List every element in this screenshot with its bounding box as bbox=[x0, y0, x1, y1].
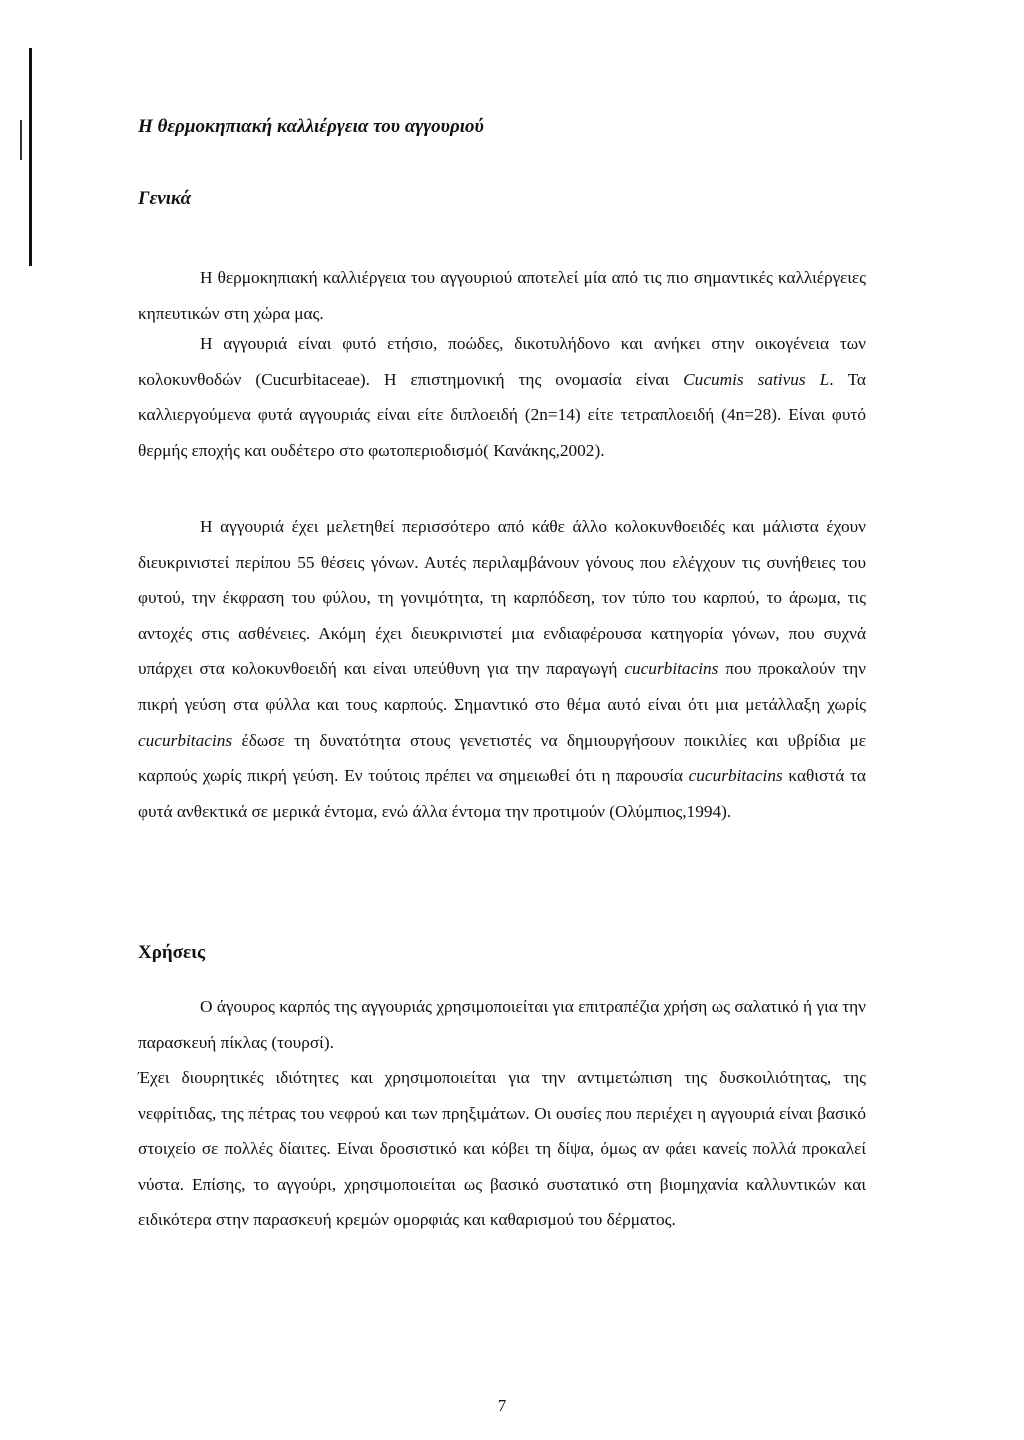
term-cucurbitacins: cucurbitacins bbox=[138, 730, 233, 750]
term-cucurbitacins: cucurbitacins bbox=[688, 766, 783, 786]
paragraph-uses-2: Έχει διουρητικές ιδιότητες και χρησιμοποιείται για την αντιμετώπιση της δυσκοιλιότητας, της νεφρίτιδας, της πέτρας του νεφρού και των πρηξιμάτων. Οι ουσίες που περιέχει η αγγουριά είναι βασικό στοιχείο σε πολλές δίαιτες. Είναι δροσιστικό και κόβει τη δίψα, όμως αν φάει κανείς πολλά προκαλεί νύστα. Επίσης, το αγγούρι, χρησιμοποιείται ως βασικό συστατικό στη βιομηχανία καλλυντικών και ειδικότερα στην παρασκευή κρεμών ομορφιάς και καθαρισμού του δέρματος. bbox=[138, 1068, 866, 1230]
paragraph-general-1: Η θερμοκηπιακή καλλιέργεια του αγγουριού αποτελεί μία από τις πιο σημαντικές καλλιέργειες κηπευτικών στη χώρα μας. bbox=[138, 268, 866, 323]
section-heading-uses: Χρήσεις bbox=[138, 942, 206, 963]
document-title: Η θερμοκηπιακή καλλιέργεια του αγγουριού bbox=[138, 116, 484, 137]
paragraph-general-2: Η αγγουριά είναι φυτό ετήσιο, ποώδες, δικοτυλήδονο και ανήκει στην οικογένεια των κολοκυνθοδών (Cucurbitaceae). Η επιστημονική της ονομασία είναι Cucumis sativus L. Τα καλλιεργούμενα φυτά αγγουριάς είναι είτε διπλοειδή (2n=14) είτε τετραπλοειδή (4n=28). Είναι φυτό θερμής εποχής και ουδέτερο στο φωτοπεριοδισμό( Κανάκης,2002). bbox=[138, 334, 866, 460]
section-heading-general: Γενικά bbox=[138, 188, 192, 209]
term-cucurbitacins: cucurbitacins bbox=[624, 659, 719, 679]
margin-rule-short bbox=[20, 120, 22, 160]
scientific-name: Cucumis sativus L bbox=[683, 369, 830, 389]
paragraph-general-3: Η αγγουριά έχει μελετηθεί περισσότερο από κάθε άλλο κολοκυνθοειδές και μάλιστα έχουν διευκρινιστεί περίπου 55 θέσεις γόνων. Αυτές περιλαμβάνουν γόνους που ελέγχουν τις συνήθειες του φυτού, την έκφραση του φύλου, τη γονιμότητα, τη καρπόδεση, τον τύπο του καρπού, το άρωμα, τις αντοχές στις ασθένειες. Ακόμη έχει διευκρινιστεί μια ενδιαφέρουσα κατηγορία γόνων, που συχνά υπάρχει στα κολοκυνθοειδή και είναι υπεύθυνη για την παραγωγή cucurbitacins που προκαλούν την πικρή γεύση στα φύλλα και τους καρπούς. Σημαντικό στο θέμα αυτό είναι ότι μια μετάλλαξη χωρίς cucurbitacins έδωσε τη δυνατότητα στους γενετιστές να δημιουργήσουν ποικιλίες και υβρίδια με καρπούς χωρίς πικρή γεύση. Εν τούτοις πρέπει να σημειωθεί ότι η παρουσία cucurbitacins καθιστά τα φυτά ανθεκτικά σε μερικά έντομα, ενώ άλλα έντομα την προτιμούν (Ολύμπιος,1994). bbox=[138, 517, 866, 821]
page-number: 7 bbox=[497, 1396, 507, 1415]
margin-rule-long bbox=[29, 48, 32, 266]
paragraph-uses-1: Ο άγουρος καρπός της αγγουριάς χρησιμοποιείται για επιτραπέζια χρήση ως σαλατικό ή για την παρασκευή πίκλας (τουρσί). bbox=[138, 997, 866, 1052]
